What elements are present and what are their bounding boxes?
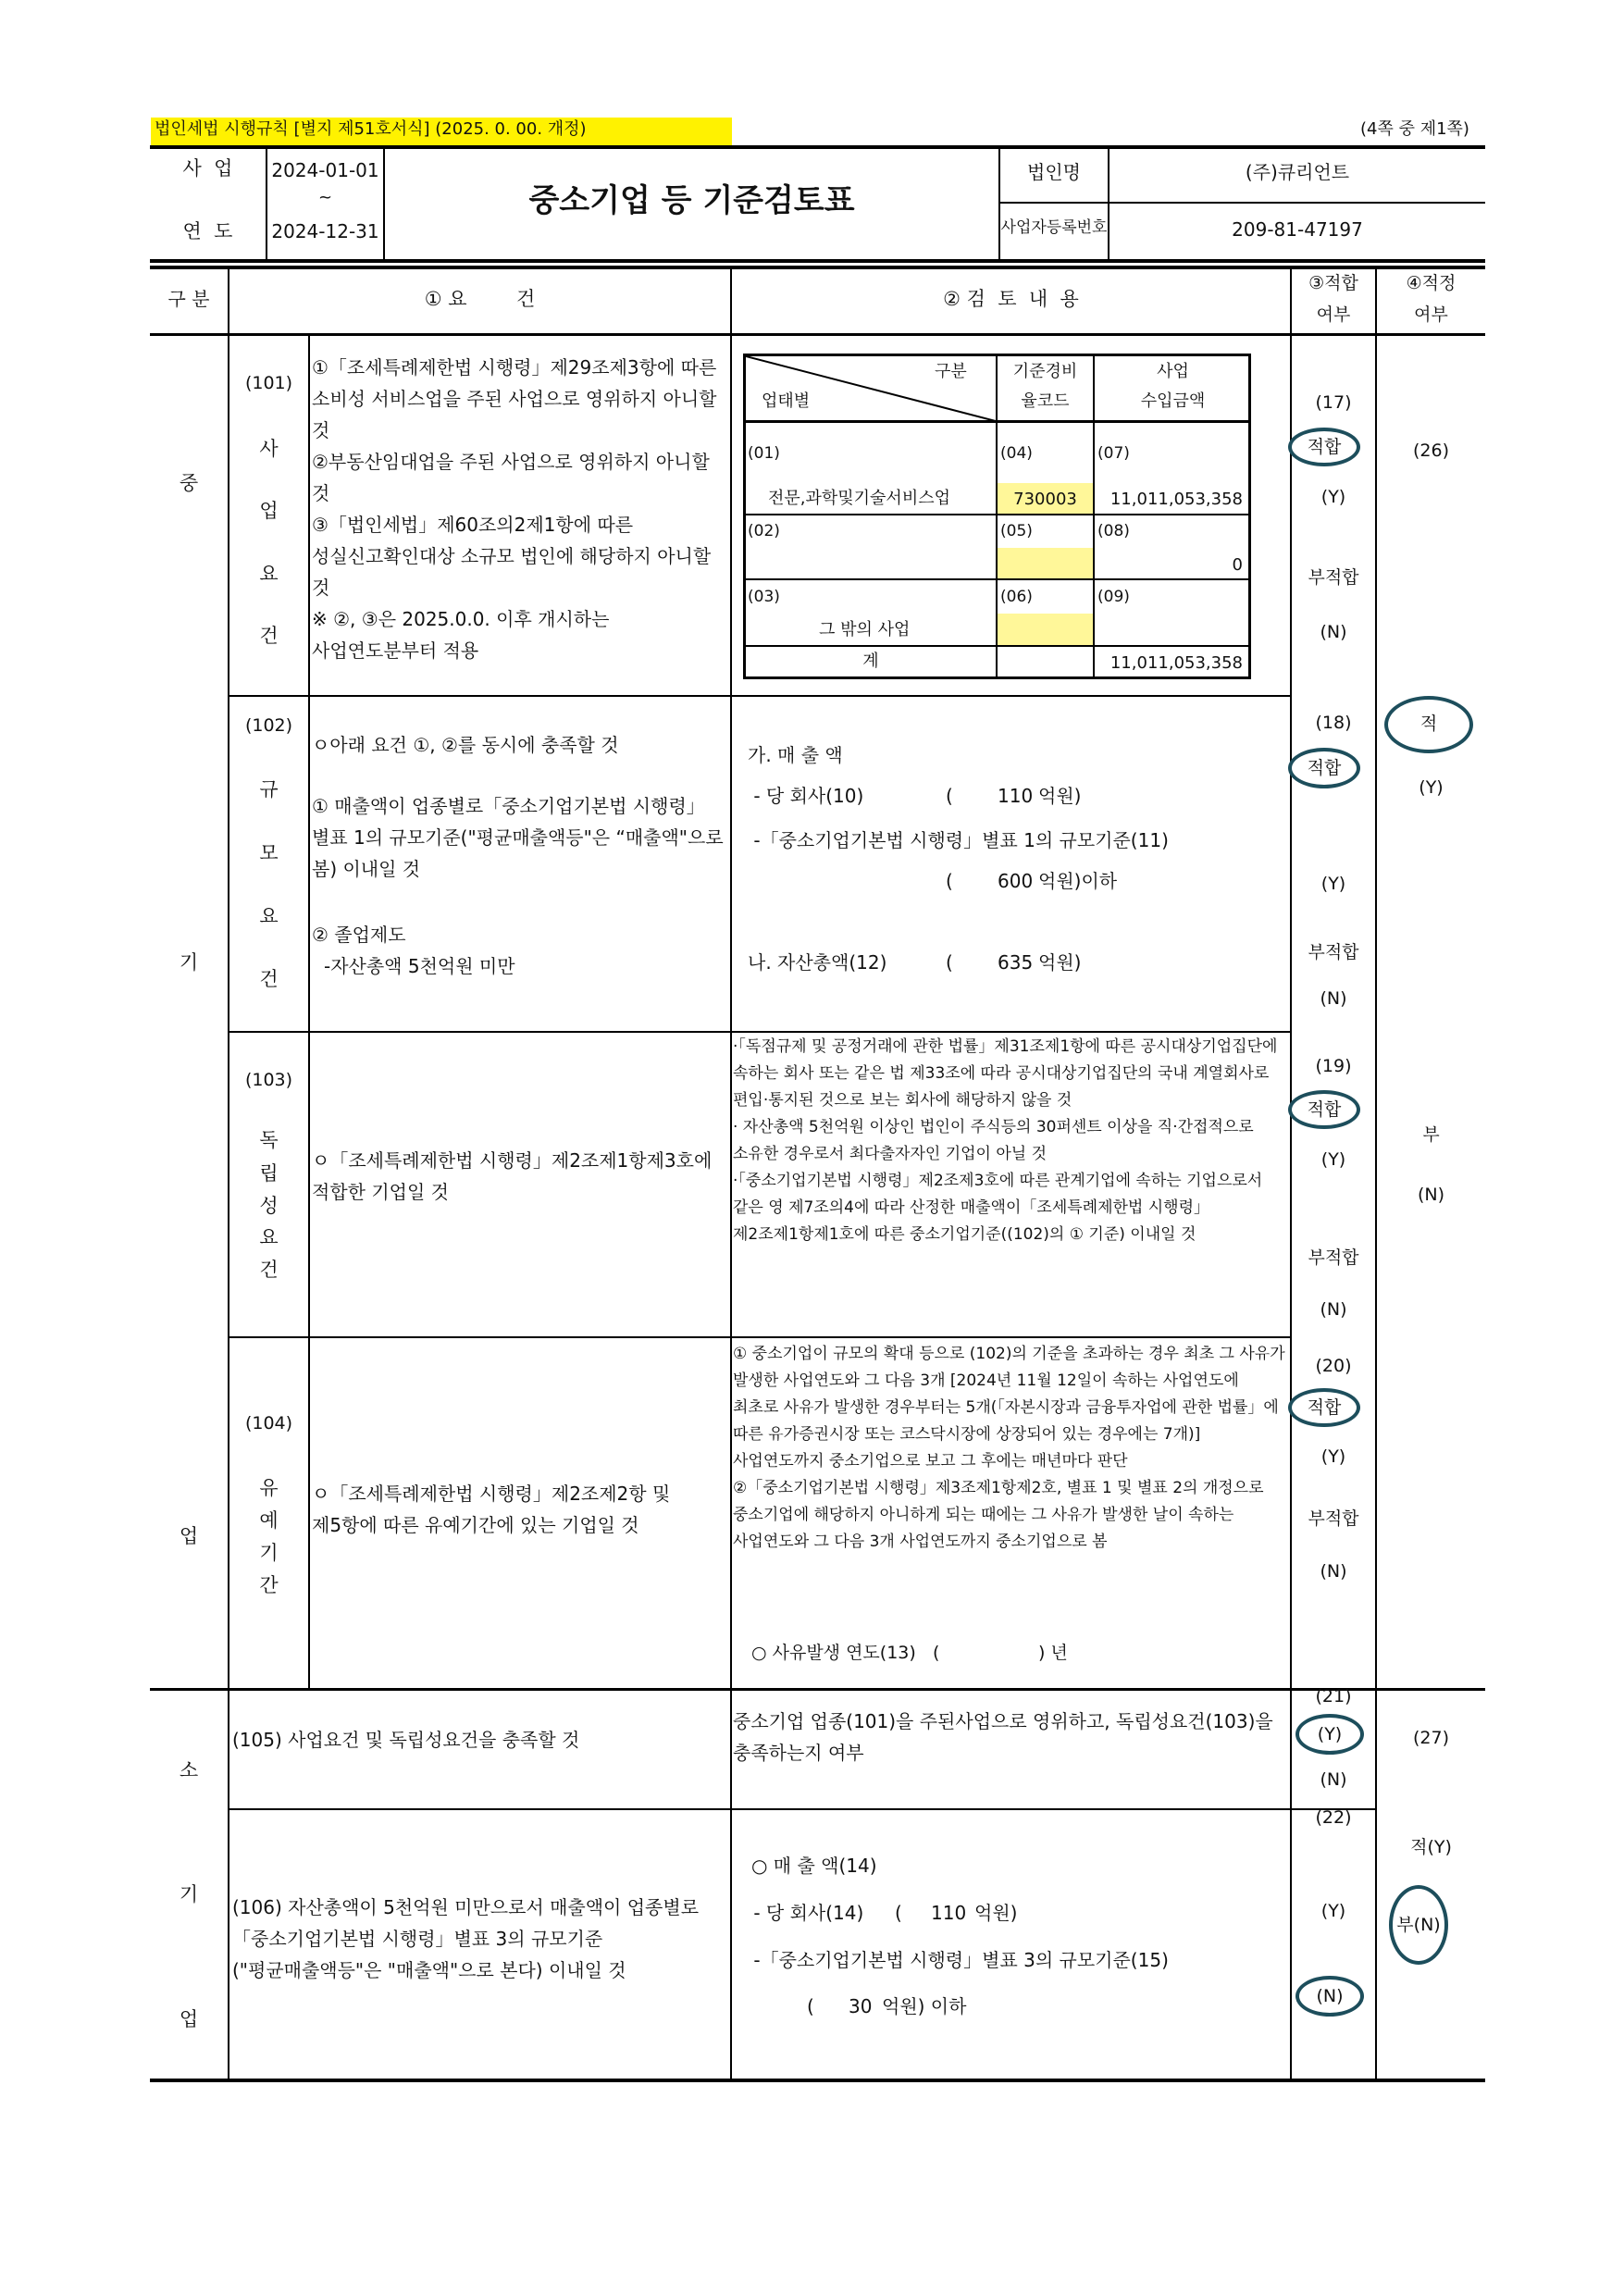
divider: [730, 268, 732, 2080]
event-year-label: ○ 사유발생 연도(13): [751, 1643, 916, 1663]
rule-bottom: [150, 2079, 1485, 2082]
row104-review: [733, 1341, 1288, 1556]
industry-code: (03): [748, 588, 780, 606]
unit: 억원)이하: [1038, 870, 1118, 892]
row104-code: (104): [244, 1413, 293, 1433]
fit-yes-option[interactable]: (Y): [1317, 1724, 1343, 1744]
row102-label-char: 건: [259, 968, 279, 990]
col-header-review: ② 검 토 내 용: [943, 288, 1079, 310]
row104-label-char: 예: [259, 1509, 279, 1532]
row106-requirement: (106) 자산총액이 5천억원 미만으로서 매출액이 업종별로「중소기업기본법 시행령」별표 3의 규모기준("평균매출액등"은 "매출액"으로 본다) 이내일 것: [232, 1896, 700, 1981]
period-label-top: 사 업: [182, 157, 233, 180]
paren: (: [946, 951, 953, 974]
industry-col-rate: 율코드: [1021, 391, 1070, 411]
col-header-proper-1: ④적정: [1406, 273, 1457, 293]
corp-name-label: 법인명: [1027, 161, 1081, 183]
corp-name-value: (주)큐리언트: [1245, 161, 1350, 183]
proper-code: (27): [1412, 1728, 1449, 1748]
requirement-note: ※ ②, ③은 2025.0.0. 이후 개시하는 사업연도분부터 적용: [312, 608, 610, 662]
unit: 억원): [1038, 951, 1082, 974]
industry-diag-top: 구분: [935, 362, 967, 381]
divider: [1375, 268, 1377, 2080]
row101-label-char: 사: [259, 438, 279, 460]
rate-code-input-bg: [998, 614, 1093, 645]
category-sme-char: 업: [179, 1525, 199, 1547]
fit-yes-option[interactable]: 적합: [1307, 758, 1342, 778]
row102-requirement-2-detail: -자산총액 5천억원 미만: [324, 955, 515, 977]
fit-code: (19): [1315, 1056, 1352, 1076]
divider: [999, 202, 1485, 204]
industry-total-revenue: 11,011,053,358: [1110, 653, 1243, 673]
proper-no-code: (N): [1417, 1185, 1445, 1205]
proper-yes-option[interactable]: 적: [1419, 714, 1438, 734]
fit-code: (22): [1315, 1807, 1352, 1828]
standard-sales-value[interactable]: 30: [849, 1995, 873, 2017]
paren: (: [807, 1995, 814, 2017]
row102-label-char: 규: [259, 778, 279, 800]
review-company-label: - 당 회사(14): [748, 1902, 864, 1924]
period-end: 2024-12-31: [271, 220, 379, 242]
category-sme-char: 중: [179, 472, 199, 494]
industry-col-rate: 기준경비: [1012, 362, 1078, 381]
fit-no-option[interactable]: 부적합: [1308, 567, 1359, 588]
fit-yes-option[interactable]: 적합: [1307, 1397, 1342, 1418]
paren: (: [946, 870, 953, 892]
row103-review: [733, 1034, 1288, 1248]
fit-no-option[interactable]: 부적합: [1308, 1247, 1359, 1268]
page-indicator: (4쪽 중 제1쪽): [1360, 119, 1469, 139]
company-sales-value[interactable]: 110: [998, 785, 1034, 807]
paren: (: [946, 785, 953, 807]
period-label-bottom: 연 도: [182, 220, 233, 242]
industry-code: (08): [1097, 522, 1130, 540]
revenue-input[interactable]: 11,011,053,358: [1110, 490, 1243, 509]
col-header-fit-1: ③적합: [1308, 273, 1358, 293]
fit-yes-option[interactable]: 적합: [1307, 437, 1342, 457]
category-small-char: 소: [179, 1759, 199, 1781]
unit: 억원) 이하: [882, 1995, 967, 2017]
fit-code: (21): [1315, 1686, 1352, 1706]
fit-no-code: (N): [1320, 1299, 1347, 1320]
revenue-input[interactable]: 0: [1232, 555, 1243, 575]
industry-col-revenue: 사업: [1157, 362, 1189, 381]
row101-requirement: [312, 352, 726, 666]
rule-row: [229, 1031, 1291, 1033]
industry-name[interactable]: 전문,과학및기술서비스업: [768, 489, 950, 508]
row102-label-char: 요: [259, 905, 279, 927]
category-sme-char: 기: [179, 951, 199, 974]
row102-requirement-1: ① 매출액이 업종별로「중소기업기본법 시행령」별표 1의 규모기준("평균매출액등"은 “매출액"으로 봄) 이내일 것: [312, 795, 724, 880]
rule-row: [229, 1336, 1291, 1338]
fit-no-option[interactable]: (N): [1320, 1769, 1347, 1790]
rule-col-header: [150, 333, 1485, 336]
rule-row: [229, 1808, 1376, 1810]
review-item: ·「독점규제 및 공정거래에 관한 법률」제31조제1항에 따른 공시대상기업집단에 속하는 회사 또는 같은 법 제33조에 따라 공시대상기업집단의 국내 계열회사로 편입·통지된 것으로 보는 회사에 해당하지 않을 것: [733, 1037, 1278, 1110]
review-item: ②「중소기업기본법 시행령」제3조제1항제2호, 별표 1 및 별표 2의 개정으로 중소기업에 해당하지 아니하게 되는 때에는 그 사유가 발생한 날이 속하는 사업연도와 그 다음 3개 사업연도까지 중소기업으로 봄: [733, 1479, 1264, 1551]
review-standard-label: -「중소기업기본법 시행령」별표 1의 규모기준(11): [748, 829, 1169, 851]
rate-code-input-bg: [998, 548, 1093, 578]
fit-code: (18): [1315, 713, 1352, 733]
industry-col-revenue: 수입금액: [1140, 391, 1206, 411]
fit-no-option[interactable]: 부적합: [1308, 942, 1359, 962]
col-header-requirement: ① 요 건: [424, 288, 536, 310]
requirement-item: ③「법인세법」제60조의2제1항에 따른 성실신고확인대상 소규모 법인에 해당하지 아니할 것: [312, 514, 712, 599]
industry-total-label: 계: [862, 652, 879, 671]
row103-label-char: 성: [259, 1195, 279, 1217]
industry-name: 그 밖의 사업: [819, 620, 911, 639]
row104-label-char: 간: [259, 1574, 279, 1596]
proper-no-option[interactable]: 부(N): [1396, 1915, 1441, 1935]
category-small-char: 기: [179, 1883, 199, 1905]
col-header-proper-2: 여부: [1414, 304, 1448, 325]
period-start: 2024-01-01: [271, 159, 379, 181]
row104-label-char: 기: [259, 1542, 279, 1564]
row103-label-char: 요: [259, 1226, 279, 1248]
fit-yes-option[interactable]: (Y): [1320, 1901, 1346, 1921]
row101-label-char: 건: [259, 625, 279, 647]
industry-code: (09): [1097, 588, 1130, 606]
paren: (: [895, 1902, 902, 1924]
row101-code: (101): [244, 373, 293, 393]
industry-code: (01): [748, 444, 780, 463]
standard-sales-value[interactable]: 600: [998, 870, 1034, 892]
row105-review: 중소기업 업종(101)을 주된사업으로 영위하고, 독립성요건(103)을 충족하는지 여부: [733, 1710, 1273, 1764]
page-title: 중소기업 등 기준검토표: [528, 182, 855, 219]
rule-top: [150, 145, 1485, 149]
period-tilde: ~: [317, 188, 333, 207]
row102-code: (102): [244, 715, 293, 736]
review-sales-title: 가. 매 출 액: [748, 744, 843, 766]
industry-code: (05): [1000, 522, 1033, 540]
industry-code: (07): [1097, 444, 1130, 463]
row102-requirement-2: ② 졸업제도: [312, 924, 406, 946]
rule-header-bottom-1: [150, 259, 1485, 263]
row101-label-char: 업: [259, 500, 279, 522]
col-header-fit-2: 여부: [1316, 304, 1351, 325]
row103-label-char: 건: [259, 1259, 279, 1281]
divider: [308, 335, 310, 1689]
review-sales-title: ○ 매 출 액(14): [751, 1855, 877, 1877]
fit-code: (17): [1315, 392, 1352, 413]
proper-yes-option[interactable]: 적(Y): [1410, 1837, 1452, 1857]
fit-no-option[interactable]: (N): [1316, 1986, 1344, 2006]
row102-label-char: 모: [259, 842, 279, 864]
row104-requirement: ㅇ「조세특례제한법 시행령」제2조제2항 및 제5항에 따른 유예기간에 있는 기업일 것: [312, 1483, 671, 1536]
fit-no-option[interactable]: 부적합: [1308, 1508, 1359, 1529]
category-small-char: 업: [179, 2008, 199, 2030]
requirement-item: ①「조세특례제한법 시행령」제29조제3항에 따른 소비성 서비스업을 주된 사업으로 영위하지 아니할 것: [312, 356, 717, 441]
industry-diag-bottom: 업태별: [762, 391, 811, 411]
fit-code: (20): [1315, 1356, 1352, 1376]
row103-label-char: 독: [259, 1129, 279, 1151]
row104-label-char: 유: [259, 1477, 279, 1499]
fit-yes-code: (Y): [1320, 487, 1346, 507]
rule-section: [150, 1688, 1485, 1691]
rule-header-bottom-2: [150, 266, 1485, 269]
review-item: ① 중소기업이 규모의 확대 등으로 (102)의 기준을 초과하는 경우 최초 그 사유가 발생한 사업연도와 그 다음 3개 [2024년 11월 12일이 속하는 사업연도에 최초로 사유가 발생한 경우부터는 5개(「자본시장과 금융투자업에 관한 법률」에 따른 유가증권시장 또는 코스닥시장에 상장되어 있는 경우에는 7개)] 사업연도까지 중소기업으로 보고 그 후에는 매년마다 판단: [733, 1345, 1285, 1471]
row103-requirement: ㅇ「조세특례제한법 시행령」제2조제1항제3호에 적합한 기업일 것: [312, 1149, 713, 1203]
proper-yes-code: (Y): [1419, 777, 1444, 798]
total-assets-value[interactable]: 635: [998, 951, 1034, 974]
row103-label-char: 립: [259, 1162, 279, 1185]
review-item: · 자산총액 5천억원 이상인 법인이 주식등의 30퍼센트 이상을 직·간접적으로 소유한 경우로서 최다출자자인 기업이 아닐 것: [733, 1118, 1254, 1163]
fit-yes-option[interactable]: 적합: [1307, 1099, 1342, 1120]
event-year-unit: ) 년: [1038, 1643, 1068, 1663]
fit-yes-code: (Y): [1320, 1446, 1346, 1467]
review-standard-label: -「중소기업기본법 시행령」별표 3의 규모기준(15): [748, 1949, 1169, 1971]
form-reference: 법인세법 시행규칙 [별지 제51호서식] (2025. 0. 00. 개정): [155, 119, 587, 139]
fit-no-code: (N): [1320, 988, 1347, 1009]
review-item: ·「중소기업기본법 시행령」제2조제3호에 따른 관계기업에 속하는 기업으로서 같은 영 제7조의4에 따라 산정한 매출액이「조세특례제한법 시행령」제2조제1항제1호에 따른 중소기업기준((102)의 ① 기준) 이내일 것: [733, 1172, 1263, 1244]
proper-code: (26): [1412, 441, 1449, 461]
fit-yes-code: (Y): [1320, 1149, 1346, 1170]
review-assets-label: 나. 자산총액(12): [748, 951, 887, 974]
proper-no-option[interactable]: 부: [1422, 1124, 1440, 1145]
industry-code: (04): [1000, 444, 1033, 463]
requirement-item: ②부동산임대업을 주된 사업으로 영위하지 아니할 것: [312, 451, 710, 504]
industry-code: (02): [748, 522, 780, 540]
rule-row: [229, 695, 1291, 697]
row105-requirement: (105) 사업요건 및 독립성요건을 충족할 것: [232, 1729, 580, 1751]
row103-code: (103): [244, 1070, 293, 1090]
biz-reg-label: 사업자등록번호: [1000, 218, 1108, 237]
company-sales-value[interactable]: 110: [931, 1902, 967, 1924]
fit-yes-code: (Y): [1320, 874, 1346, 894]
fit-no-code: (N): [1320, 1561, 1347, 1582]
unit: 억원): [974, 1902, 1018, 1924]
col-header-category: 구 분: [167, 288, 210, 310]
rate-code-input[interactable]: 730003: [1013, 490, 1077, 509]
fit-no-code: (N): [1320, 622, 1347, 642]
row101-label-char: 요: [259, 563, 279, 585]
unit: 억원): [1038, 785, 1082, 807]
industry-code: (06): [1000, 588, 1033, 606]
row102-requirement-intro: ㅇ아래 요건 ①, ②를 동시에 충족할 것: [312, 734, 619, 756]
review-company-label: - 당 회사(10): [748, 785, 864, 807]
biz-reg-value: 209-81-47197: [1232, 218, 1363, 241]
paren: (: [933, 1643, 940, 1663]
